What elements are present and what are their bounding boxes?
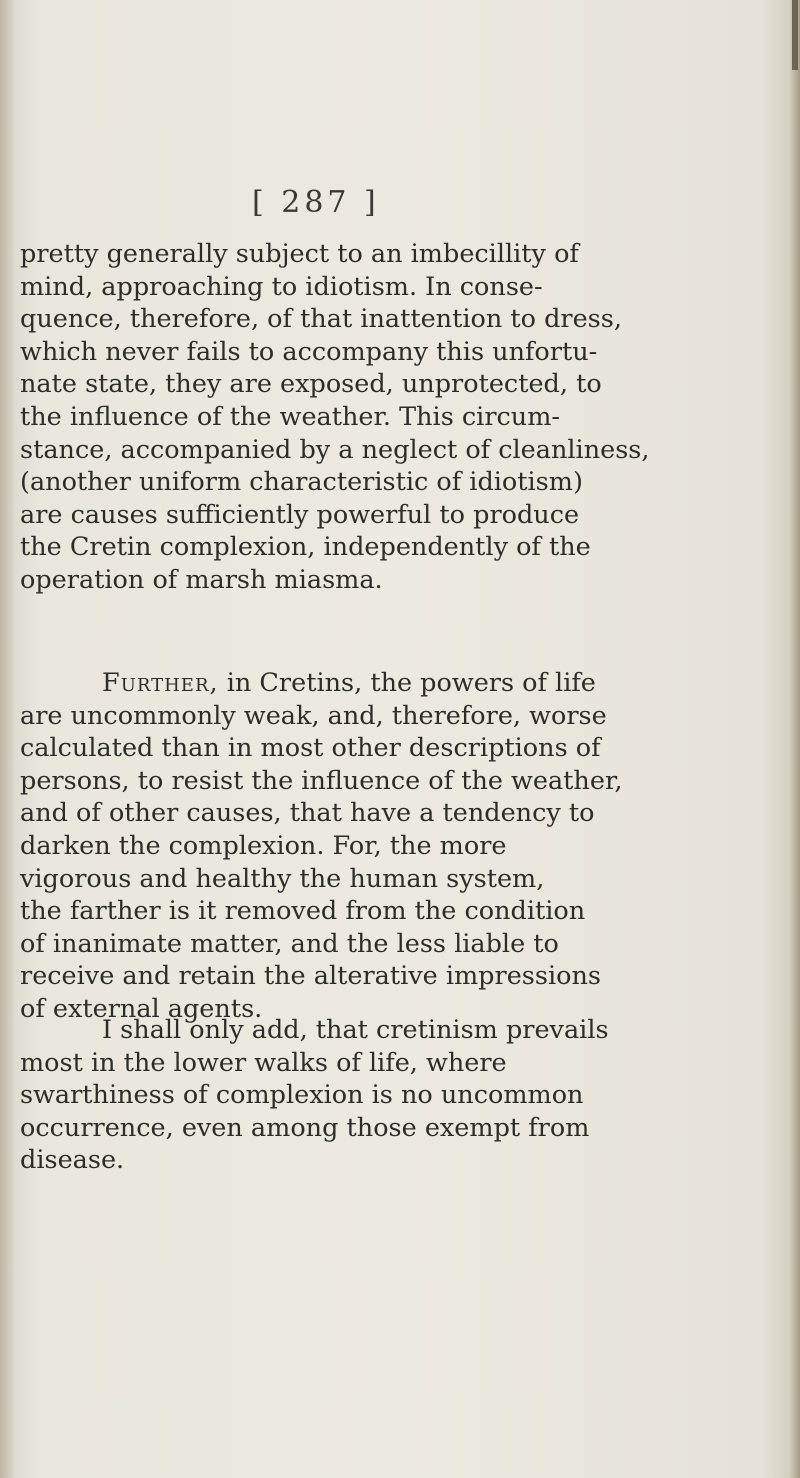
- text-line: most in the lower walks of life, where: [20, 1047, 507, 1078]
- paragraph-1: [20, 238, 772, 597]
- text-line: disease.: [20, 1145, 125, 1176]
- text-line: the farther is it removed from the condition: [20, 896, 586, 927]
- text-line: the Cretin complexion, independently of the: [20, 532, 591, 563]
- text-line: of external agents.: [20, 993, 263, 1024]
- text-line: swarthiness of complexion is no uncommon: [20, 1080, 584, 1111]
- text-line: calculated than in most other descriptions of: [20, 733, 601, 764]
- text-line: and of other causes, that have a tendency to: [20, 798, 595, 829]
- text-line: are uncommonly weak, and, therefore, worse: [20, 700, 607, 731]
- text-line: quence, therefore, of that inattention to dress,: [20, 304, 622, 335]
- text-line: of inanimate matter, and the less liable to: [20, 928, 559, 959]
- lead-word: Further,: [102, 668, 219, 698]
- paragraph-2: [20, 667, 772, 1026]
- text-line: in Cretins, the powers of life: [226, 668, 596, 698]
- text-line: are causes sufficiently powerful to produce: [20, 499, 580, 530]
- text-line: operation of marsh miasma.: [20, 564, 383, 595]
- page-right-edge: [788, 0, 800, 1478]
- text-line: (another uniform characteristic of idiotism): [20, 467, 583, 498]
- paragraph-3: [20, 1014, 772, 1177]
- binding-mark: [792, 0, 798, 70]
- text-line: receive and retain the alterative impressions: [20, 961, 601, 992]
- page-number: [ 287 ]: [252, 185, 380, 220]
- text-line: stance, accompanied by a neglect of cleanliness,: [20, 434, 650, 465]
- text-line: pretty generally subject to an imbecillity of: [20, 239, 579, 269]
- text-line: which never fails to accompany this unfortu-: [20, 336, 598, 367]
- text-line: I shall only add, that cretinism prevails: [102, 1015, 609, 1045]
- text-line: nate state, they are exposed, unprotected, to: [20, 369, 602, 400]
- page-left-edge: [0, 0, 14, 1478]
- text-line: persons, to resist the influence of the weather,: [20, 765, 623, 796]
- text-line: vigorous and healthy the human system,: [20, 863, 545, 894]
- text-line: mind, approaching to idiotism. In conse-: [20, 271, 543, 302]
- text-line: the influence of the weather. This circum-: [20, 401, 561, 432]
- text-line: occurrence, even among those exempt from: [20, 1112, 590, 1143]
- first-line: [20, 667, 772, 700]
- text-line: darken the complexion. For, the more: [20, 830, 507, 861]
